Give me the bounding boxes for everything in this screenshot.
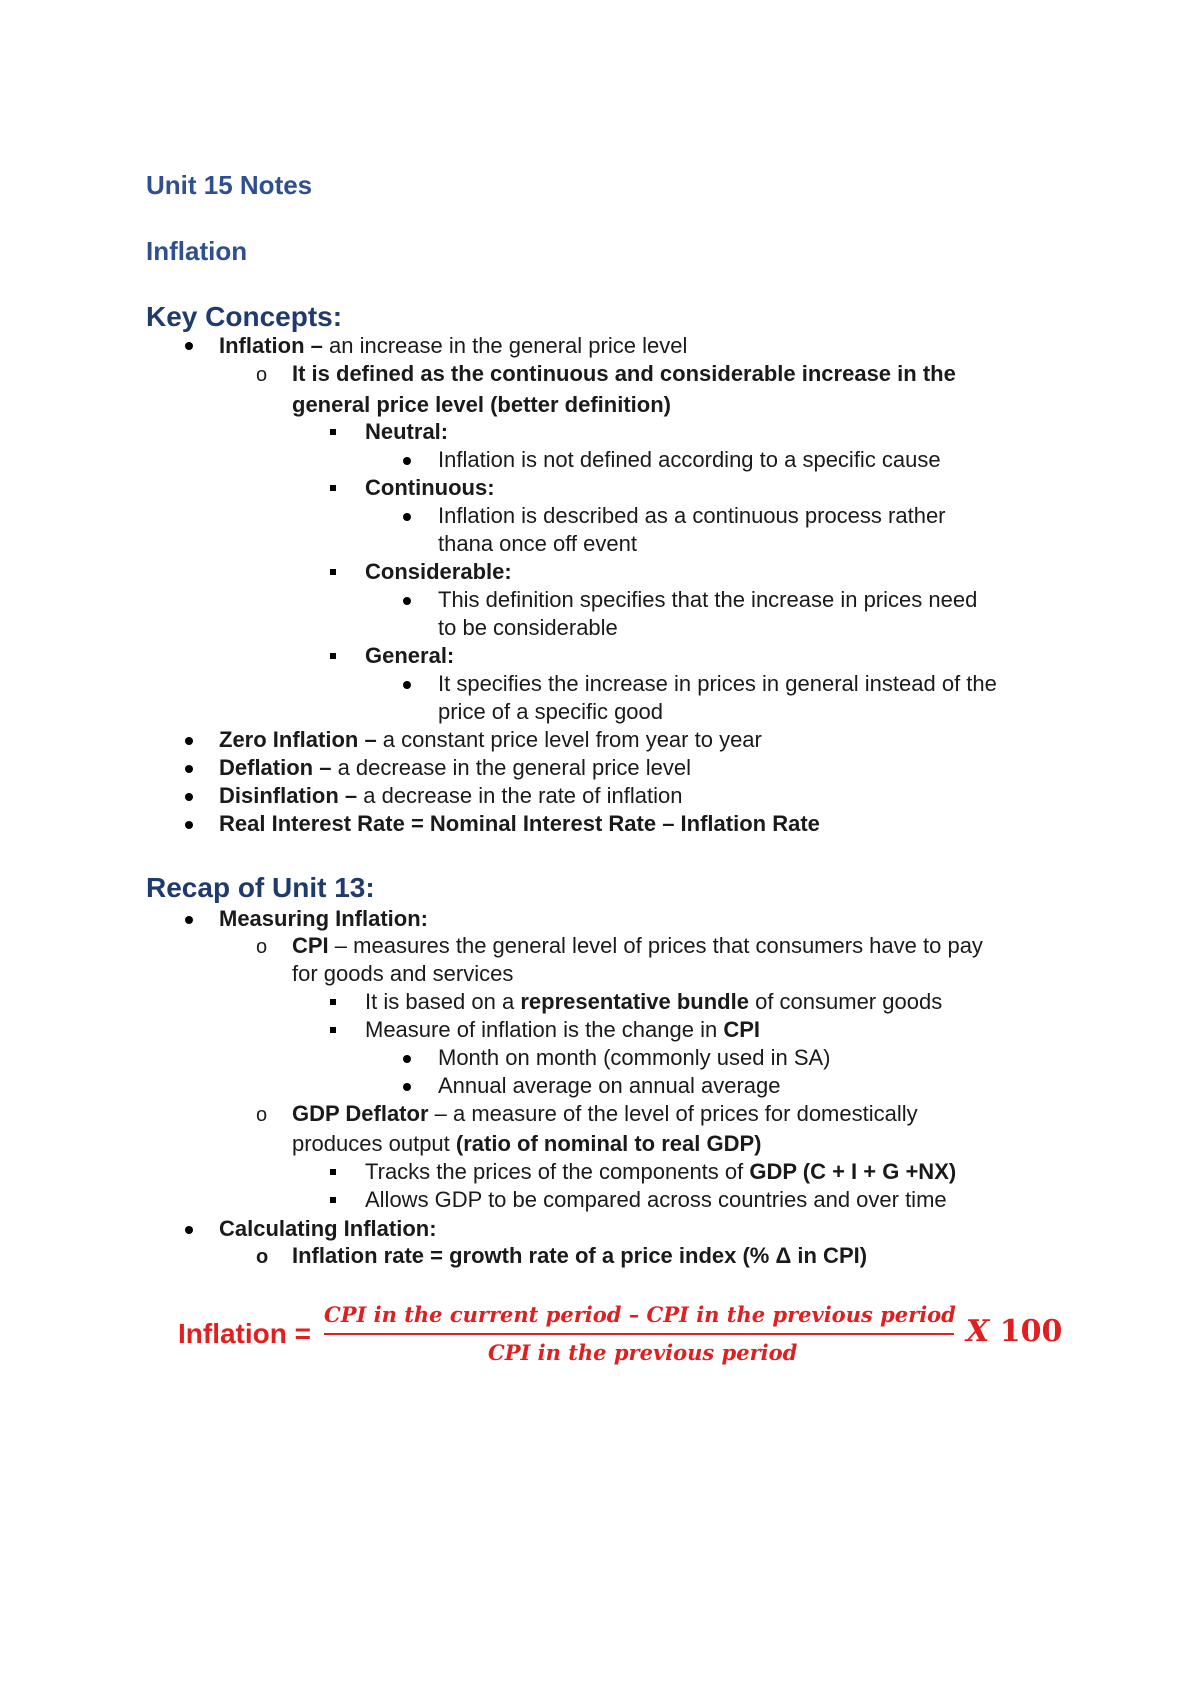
bullet-dot: [403, 597, 411, 605]
considerable-text-1: This definition specifies that the increase in prices need: [438, 587, 978, 612]
general-text-1: It specifies the increase in prices in general instead of the: [438, 671, 997, 696]
inflation-rate-line: Inflation rate = growth rate of a price index (% Δ in CPI): [292, 1243, 868, 1268]
bullet-square: [330, 1169, 336, 1175]
better-definition-line1: It is defined as the continuous and considerable increase in the: [292, 361, 956, 386]
better-definition-line2: general price level (better definition): [292, 392, 671, 417]
list-item-real-interest-rate: Real Interest Rate = Nominal Interest Rate – Inflation Rate: [219, 811, 820, 836]
calculating-inflation-label: Calculating Inflation:: [219, 1216, 437, 1241]
gdp-deflator-line1: GDP Deflator – a measure of the level of prices for domestically: [292, 1101, 918, 1126]
bullet-dot: [185, 821, 193, 829]
cpi-definition-line1: CPI – measures the general level of prices that consumers have to pay: [292, 933, 983, 958]
bundle-line: It is based on a representative bundle of consumer goods: [365, 989, 943, 1014]
considerable-text-2: to be considerable: [438, 615, 618, 640]
continuous-label: Continuous:: [365, 475, 495, 500]
gdp-deflator-line2: produces output (ratio of nominal to real GDP): [292, 1131, 762, 1156]
bullet-dot: [185, 916, 193, 924]
formula-numerator: CPI in the current period – CPI in the previous period: [324, 1302, 956, 1327]
general-text-2: price of a specific good: [438, 699, 664, 724]
fraction-bar: [324, 1333, 954, 1335]
bullet-dot: [185, 342, 193, 350]
recap-heading: Recap of Unit 13:: [146, 872, 375, 903]
bullet-square: [330, 653, 336, 659]
bullet-dot: [185, 765, 193, 773]
bullet-square: [330, 1027, 336, 1033]
list-item-zero-inflation: Zero Inflation – a constant price level from year to year: [219, 727, 762, 752]
list-item-deflation: Deflation – a decrease in the general price level: [219, 755, 692, 780]
key-concepts-heading: Key Concepts:: [146, 301, 343, 332]
bullet-circle: o: [256, 936, 268, 958]
general-label: General:: [365, 643, 455, 668]
list-item-inflation: Inflation – an increase in the general price level: [219, 333, 688, 358]
bullet-square: [330, 999, 336, 1005]
bullet-dot: [403, 1055, 411, 1063]
bullet-circle: o: [256, 1246, 269, 1268]
bullet-circle: o: [256, 1104, 268, 1126]
annual-average: Annual average on annual average: [438, 1073, 781, 1098]
tracks-line: Tracks the prices of the components of GDP (C + I + G +NX): [365, 1159, 957, 1184]
allows-line: Allows GDP to be compared across countries and over time: [365, 1187, 947, 1212]
list-item-disinflation: Disinflation – a decrease in the rate of inflation: [219, 783, 683, 808]
bullet-dot: [403, 457, 411, 465]
neutral-label: Neutral:: [365, 419, 449, 444]
formula-multiplier: X 100: [966, 1314, 1063, 1349]
month-on-month: Month on month (commonly used in SA): [438, 1045, 831, 1070]
measure-line: Measure of inflation is the change in CPI: [365, 1017, 761, 1042]
formula-denominator: CPI in the previous period: [488, 1340, 798, 1365]
measuring-inflation-label: Measuring Inflation:: [219, 906, 428, 931]
cpi-definition-line2: for goods and services: [292, 961, 514, 986]
continuous-text-2: thana once off event: [438, 531, 637, 556]
neutral-text: Inflation is not defined according to a specific cause: [438, 447, 941, 472]
bullet-square: [330, 429, 336, 435]
bullet-circle: o: [256, 364, 268, 386]
bullet-square: [330, 569, 336, 575]
considerable-label: Considerable:: [365, 559, 512, 584]
bullet-dot: [185, 793, 193, 801]
bullet-square: [330, 1197, 336, 1203]
page-title: Unit 15 Notes: [146, 170, 313, 200]
bullet-dot: [403, 681, 411, 689]
bullet-dot: [185, 737, 193, 745]
section-heading: Inflation: [146, 236, 248, 266]
continuous-text-1: Inflation is described as a continuous process rather: [438, 503, 946, 528]
formula-label: Inflation =: [178, 1318, 311, 1349]
bullet-dot: [185, 1226, 193, 1234]
bullet-square: [330, 485, 336, 491]
bullet-dot: [403, 1083, 411, 1091]
bullet-dot: [403, 513, 411, 521]
